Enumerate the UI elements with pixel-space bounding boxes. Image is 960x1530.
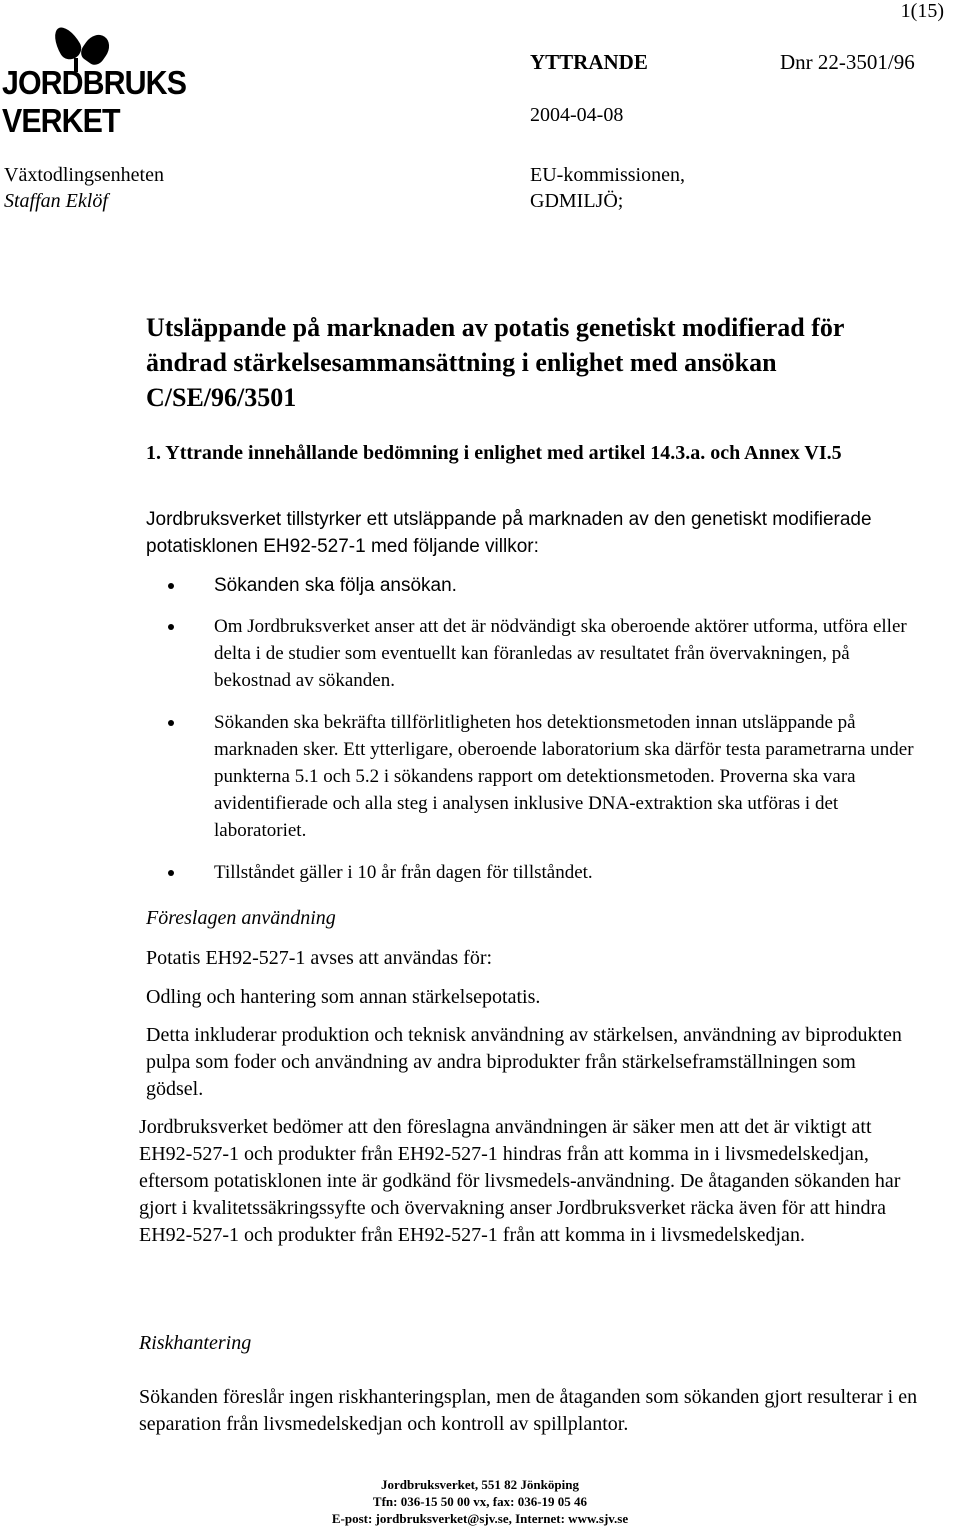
document-type: YTTRANDE	[530, 50, 648, 74]
logo-line1: JORDBRUKS	[2, 64, 187, 101]
list-item: Sökanden ska bekräfta tillförlitligheten hos detektionsmetoden innan utsläppande på marknaden sker. Ett ytterligare, oberoende laboratorium ska därför testa parametrarna under punkterna 5.1 och 5.2 i sökandens rapport om detektionsmetoden. Proverna ska vara avidentifierade och alla steg i analysen inklusive DNA-extraktion ska utföras i det laboratoriet.	[146, 709, 916, 844]
document-date: 2004-04-08	[530, 104, 624, 126]
document-title: Utsläppande på marknaden av potatis genetiskt modifierad för ändrad stärkelsesammansättning i enlighet med ansökan C/SE/96/3501	[146, 313, 844, 412]
sender	[4, 162, 164, 214]
conditions-list-cont	[146, 613, 916, 901]
bullet-icon	[168, 624, 174, 630]
intro-paragraph: Jordbruksverket tillstyrker ett utsläppande på marknaden av den genetiskt modifierade potatisklonen EH92-527-1 med följande villkor:	[146, 509, 872, 557]
risk-paragraph: Sökanden föreslår ingen riskhanteringsplan, men de åtaganden som sökanden gjort resulterar i en separation från livsmedelskedjan och kontroll av spillplantor.	[139, 1386, 918, 1435]
recipient-line1: EU-kommissionen,	[530, 164, 685, 186]
list-item: Om Jordbruksverket anser att det är nödvändigt ska oberoende aktörer utforma, utföra eller delta i de studier som eventuellt kan föranledas av resultatet från övervakningen, på bekostnad av sökanden.	[146, 613, 916, 694]
bullet-icon	[168, 720, 174, 726]
footer-phone: Tfn: 036-15 50 00 vx, fax: 036-19 05 46	[372, 1494, 588, 1509]
assessment-paragraph: Jordbruksverket bedömer att den föreslagna användningen är säker men att det är viktigt att EH92-527-1 och produkter från EH92-527-1 hindras från att komma in i livsmedelskedjan, eftersom potatisklonen inte är godkänd för livsmedels-användning. De åtaganden sökanden har gjort i kvalitetssäkringssyfte och övervakning anser Jordbruksverket räcka även för att hindra EH92-527-1 och produkter från EH92-527-1 från att komma in i livsmedelskedjan.	[139, 1116, 901, 1246]
sender-name: Staffan Eklöf	[4, 190, 108, 212]
list-item: Tillståndet gäller i 10 år från dagen för tillståndet.	[146, 859, 916, 886]
recipient-line2: GDMILJÖ;	[530, 190, 624, 212]
proposed-use-paragraph: Detta inkluderar produktion och teknisk användning av stärkelsen, användning av biprodukten pulpa som foder och användning av andra biprodukter från stärkelseframställningen som gödsel.	[146, 1024, 902, 1100]
proposed-use-paragraph: Odling och hantering som annan stärkelsepotatis.	[146, 986, 541, 1008]
section-heading: 1. Yttrande innehållande bedömning i enlighet med artikel 14.3.a. och Annex VI.5	[146, 442, 842, 464]
footer	[0, 1476, 960, 1527]
recipient	[530, 162, 685, 214]
reference-number: Dnr 22-3501/96	[780, 50, 915, 74]
bullet-icon	[168, 583, 174, 589]
risk-heading: Riskhantering	[139, 1332, 252, 1354]
proposed-use-paragraph: Potatis EH92-527-1 avses att användas för:	[146, 947, 493, 969]
footer-contact: E-post: jordbruksverket@sjv.se, Internet: www.sjv.se	[331, 1511, 629, 1526]
logo-line2: VERKET	[2, 102, 120, 139]
list-item: Sökanden ska följa ansökan.	[146, 572, 916, 599]
page-number: 1(15)	[900, 0, 944, 22]
footer-address: Jordbruksverket, 551 82 Jönköping	[381, 1477, 579, 1492]
proposed-use-heading: Föreslagen användning	[146, 907, 336, 929]
leaf-icon	[0, 20, 170, 70]
sender-unit: Växtodlingsenheten	[4, 164, 164, 186]
conditions-list	[146, 572, 916, 614]
bullet-icon	[168, 870, 174, 876]
